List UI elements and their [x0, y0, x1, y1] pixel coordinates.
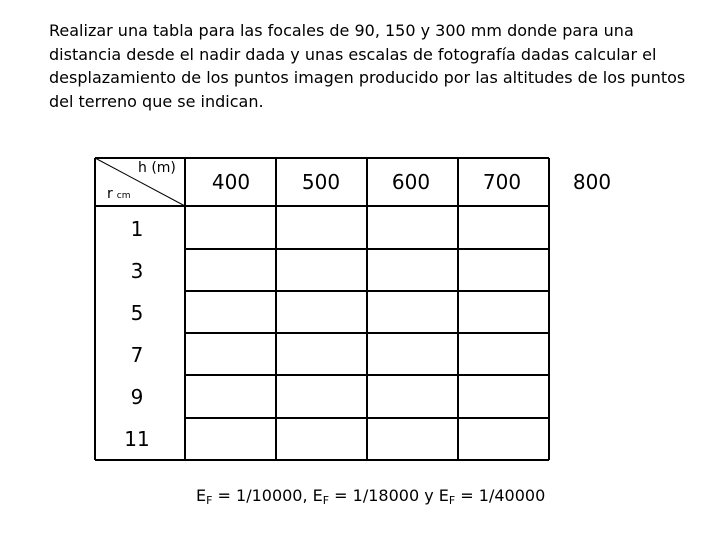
row-header-9: 9: [130, 385, 144, 409]
corner-label-r: r: [107, 186, 113, 202]
problem-statement: Realizar una tabla para las focales de 90, 150 y 300 mm donde para una distancia desde el nadir dada y unas escalas de fotografía dadas calcular el desplazamiento de los puntos imagen producido por las altitudes de los puntos del terreno que se indican.: [49, 21, 686, 111]
column-header-800: 800: [572, 170, 612, 194]
column-header-700: 700: [482, 170, 522, 194]
scale-1-value: = 1/10000,: [212, 486, 313, 505]
row-header-7: 7: [130, 343, 144, 367]
scale-2-symbol: E: [312, 486, 323, 505]
column-header-500: 500: [301, 170, 341, 194]
photo-scales-line: [196, 486, 545, 506]
column-header-400: 400: [211, 170, 251, 194]
scale-2-value: = 1/18000 y: [329, 486, 439, 505]
row-header-1: 1: [130, 217, 144, 241]
row-header-3: 3: [130, 259, 144, 283]
row-header-5: 5: [130, 301, 144, 325]
column-header-600: 600: [391, 170, 431, 194]
corner-label-distance: [107, 187, 130, 203]
table-grid-lines: [94, 157, 646, 461]
corner-label-altitude: h (m): [138, 160, 176, 176]
scale-1-symbol: E: [196, 486, 207, 505]
corner-label-unit: cm: [116, 191, 131, 201]
scale-2-subscript: F: [322, 494, 330, 507]
scale-3-value: = 1/40000: [455, 486, 546, 505]
scale-3-subscript: F: [448, 494, 456, 507]
displacement-table: [94, 157, 720, 461]
scale-1-subscript: F: [206, 494, 213, 507]
scale-3-symbol: E: [438, 486, 449, 505]
row-header-11: 11: [124, 427, 150, 451]
